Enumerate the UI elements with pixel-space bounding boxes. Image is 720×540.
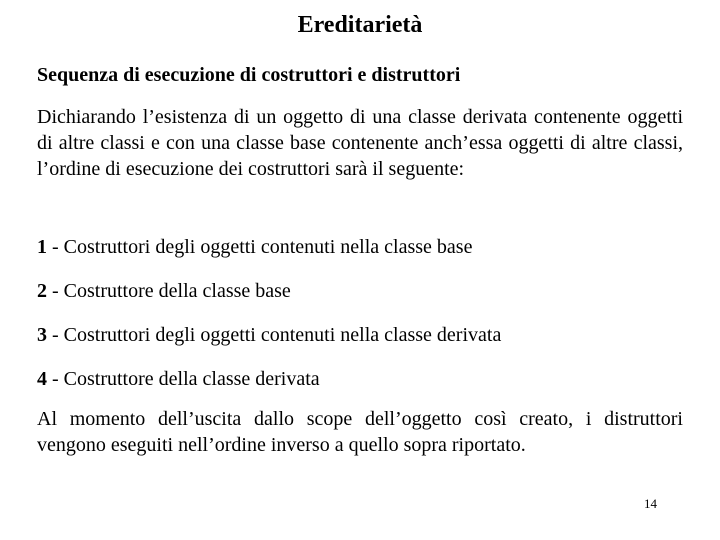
intro-paragraph: Dichiarando l’esistenza di un oggetto di una classe derivata contenente oggetti di altre classi e con una classe base contenente anch’essa oggetti di altre classi, l’ordine di esecuzione dei costruttori sarà il seguente: <box>37 106 683 180</box>
step-text: - Costruttori degli oggetti contenuti nella classe base <box>47 236 473 258</box>
step-number: 2 <box>37 280 47 302</box>
step-text: - Costruttori degli oggetti contenuti nella classe derivata <box>47 324 502 346</box>
slide-title: Ereditarietà <box>297 12 423 38</box>
slide-subtitle: Sequenza di esecuzione di costruttori e distruttori <box>37 64 461 86</box>
list-item-step-4 <box>37 366 683 392</box>
list-item-step-1 <box>37 234 683 260</box>
constructor-order-list <box>37 234 683 410</box>
page-number: 14 <box>644 496 657 511</box>
step-number: 1 <box>37 236 47 258</box>
step-number: 4 <box>37 368 47 390</box>
step-text: - Costruttore della classe derivata <box>47 368 320 390</box>
step-number: 3 <box>37 324 47 346</box>
list-item-step-3 <box>37 322 683 348</box>
outro-paragraph: Al momento dell’uscita dallo scope dell’oggetto così creato, i distruttori vengono eseguiti nell’ordine inverso a quello sopra riportato. <box>37 408 683 456</box>
list-item-step-2 <box>37 278 683 304</box>
step-text: - Costruttore della classe base <box>47 280 291 302</box>
